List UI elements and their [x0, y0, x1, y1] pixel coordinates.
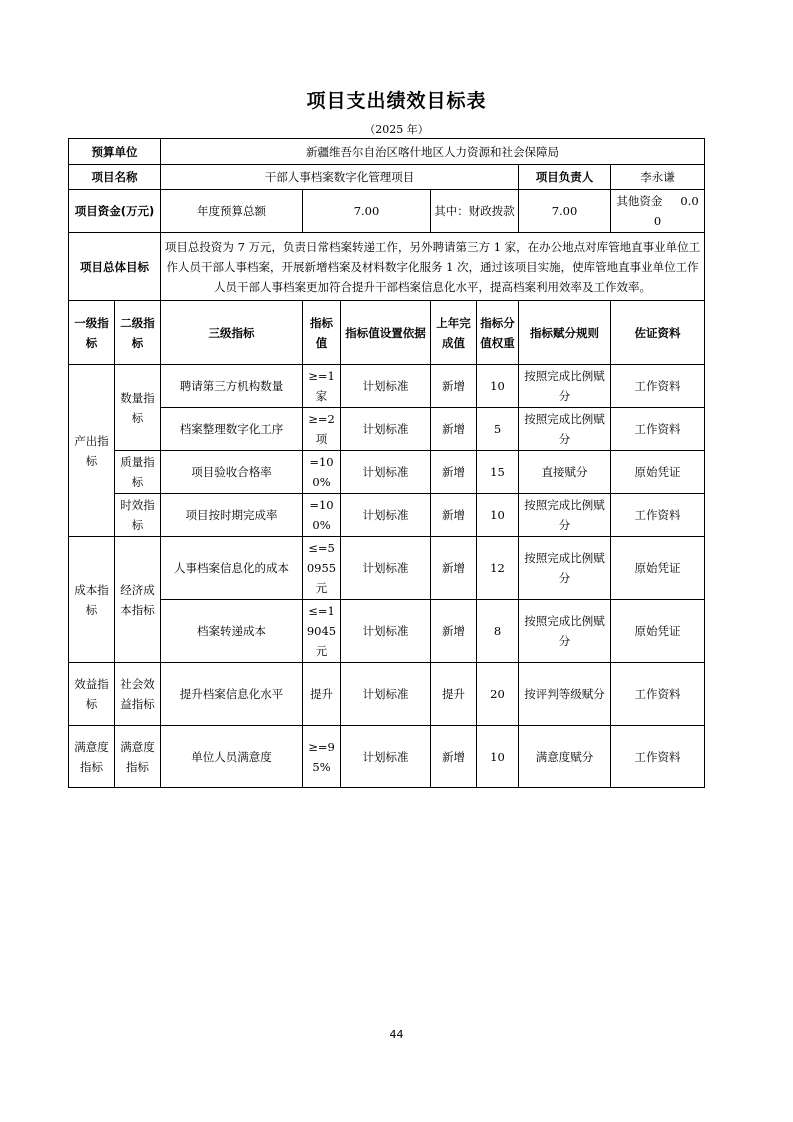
table-row	[69, 365, 705, 408]
overall-goal-text: 项目总投资为 7 万元，负责日常档案转递工作，另外聘请第三方 1 家，在办公地点对库管地直事业单位工作人员干部人事档案，开展新增档案及材料数字化服务 1 次，通过该项目实施，使库管地直事业单位工作人员干部人事档案更加符合提升干部档案信息化水平，提高档案利用效率及工作效率。	[161, 233, 705, 301]
header-value: 指标值	[303, 301, 341, 365]
indicator-basis: 计划标准	[341, 494, 431, 537]
header-level3: 三级指标	[161, 301, 303, 365]
group-output: 产出指标	[69, 365, 115, 537]
indicator-last-year: 新增	[431, 494, 477, 537]
group-cost: 成本指标	[69, 537, 115, 663]
indicator-evidence: 原始凭证	[611, 537, 705, 600]
indicator-last-year: 新增	[431, 600, 477, 663]
header-evidence: 佐证资料	[611, 301, 705, 365]
indicator-basis: 计划标准	[341, 408, 431, 451]
indicator-last-year: 新增	[431, 537, 477, 600]
page-number: 44	[389, 1028, 404, 1041]
indicator-weight: 20	[477, 663, 519, 726]
group-satisfaction: 满意度指标	[69, 726, 115, 788]
indicator-basis: 计划标准	[341, 537, 431, 600]
indicator-rule: 按评判等级赋分	[519, 663, 611, 726]
indicator-rule: 按照完成比例赋分	[519, 408, 611, 451]
subgroup-timeliness: 时效指标	[115, 494, 161, 537]
other-funds-value	[611, 190, 705, 233]
indicator-weight: 5	[477, 408, 519, 451]
indicator-evidence: 原始凭证	[611, 600, 705, 663]
performance-table	[68, 138, 705, 788]
project-name-value: 干部人事档案数字化管理项目	[161, 165, 519, 190]
year-label: （2025 年）	[364, 123, 429, 136]
indicator-value: ≤=50955元	[303, 537, 341, 600]
indicator-value: 提升	[303, 663, 341, 726]
annual-budget-label: 年度预算总额	[161, 190, 303, 233]
header-last-year: 上年完成值	[431, 301, 477, 365]
subgroup-social: 社会效益指标	[115, 663, 161, 726]
table-row	[69, 451, 705, 494]
indicator-weight: 12	[477, 537, 519, 600]
indicator-name: 聘请第三方机构数量	[161, 365, 303, 408]
indicator-evidence: 工作资料	[611, 663, 705, 726]
indicator-last-year: 新增	[431, 408, 477, 451]
table-row	[69, 408, 705, 451]
page-title: 项目支出绩效目标表	[306, 90, 487, 112]
subgroup-economic: 经济成本指标	[115, 537, 161, 663]
indicator-basis: 计划标准	[341, 600, 431, 663]
other-funds-amount: 0.00	[653, 194, 699, 228]
indicator-last-year: 新增	[431, 726, 477, 788]
annual-budget-value: 7.00	[303, 190, 431, 233]
indicator-rule: 按照完成比例赋分	[519, 365, 611, 408]
overall-goal-label: 项目总体目标	[69, 233, 161, 301]
header-rule: 指标赋分规则	[519, 301, 611, 365]
header-weight: 指标分值权重	[477, 301, 519, 365]
table-row	[69, 663, 705, 726]
header-basis: 指标值设置依据	[341, 301, 431, 365]
indicator-weight: 15	[477, 451, 519, 494]
budget-unit-label: 预算单位	[69, 139, 161, 165]
indicator-weight: 10	[477, 365, 519, 408]
fiscal-value: 7.00	[519, 190, 611, 233]
subgroup-quantity: 数量指标	[115, 365, 161, 451]
table-row	[69, 537, 705, 600]
indicator-value: ≥=1家	[303, 365, 341, 408]
indicator-rule: 按照完成比例赋分	[519, 494, 611, 537]
indicator-basis: 计划标准	[341, 365, 431, 408]
indicator-name: 档案转递成本	[161, 600, 303, 663]
indicator-value: ≥=2项	[303, 408, 341, 451]
indicator-rule: 直接赋分	[519, 451, 611, 494]
indicator-name: 单位人员满意度	[161, 726, 303, 788]
indicator-evidence: 工作资料	[611, 365, 705, 408]
indicator-weight: 10	[477, 494, 519, 537]
indicator-evidence: 工作资料	[611, 494, 705, 537]
indicator-value: ≥=95%	[303, 726, 341, 788]
indicator-basis: 计划标准	[341, 451, 431, 494]
indicator-rule: 按照完成比例赋分	[519, 537, 611, 600]
indicator-rule: 满意度赋分	[519, 726, 611, 788]
project-leader-value: 李永谦	[611, 165, 705, 190]
indicator-name: 项目验收合格率	[161, 451, 303, 494]
indicator-value: =100%	[303, 494, 341, 537]
indicator-weight: 10	[477, 726, 519, 788]
indicator-basis: 计划标准	[341, 726, 431, 788]
header-level2: 二级指标	[115, 301, 161, 365]
indicator-name: 项目按时期完成率	[161, 494, 303, 537]
table-row	[69, 494, 705, 537]
subgroup-satisfaction: 满意度指标	[115, 726, 161, 788]
indicator-evidence: 原始凭证	[611, 451, 705, 494]
other-funds-label: 其他资金	[616, 194, 663, 208]
indicator-evidence: 工作资料	[611, 408, 705, 451]
subgroup-quality: 质量指标	[115, 451, 161, 494]
indicator-weight: 8	[477, 600, 519, 663]
project-name-label: 项目名称	[69, 165, 161, 190]
indicator-basis: 计划标准	[341, 663, 431, 726]
project-leader-label: 项目负责人	[519, 165, 611, 190]
budget-unit-value: 新疆维吾尔自治区喀什地区人力资源和社会保障局	[161, 139, 705, 165]
fiscal-label: 其中：财政拨款	[431, 190, 519, 233]
indicator-name: 提升档案信息化水平	[161, 663, 303, 726]
indicator-name: 人事档案信息化的成本	[161, 537, 303, 600]
indicator-value: =100%	[303, 451, 341, 494]
group-benefit: 效益指标	[69, 663, 115, 726]
funds-label: 项目资金(万元)	[69, 190, 161, 233]
header-level1: 一级指标	[69, 301, 115, 365]
indicator-evidence: 工作资料	[611, 726, 705, 788]
table-row	[69, 726, 705, 788]
indicator-last-year: 提升	[431, 663, 477, 726]
indicator-rule: 按照完成比例赋分	[519, 600, 611, 663]
indicator-last-year: 新增	[431, 451, 477, 494]
indicator-name: 档案整理数字化工序	[161, 408, 303, 451]
indicator-last-year: 新增	[431, 365, 477, 408]
table-row	[69, 600, 705, 663]
indicator-value: ≤=19045元	[303, 600, 341, 663]
